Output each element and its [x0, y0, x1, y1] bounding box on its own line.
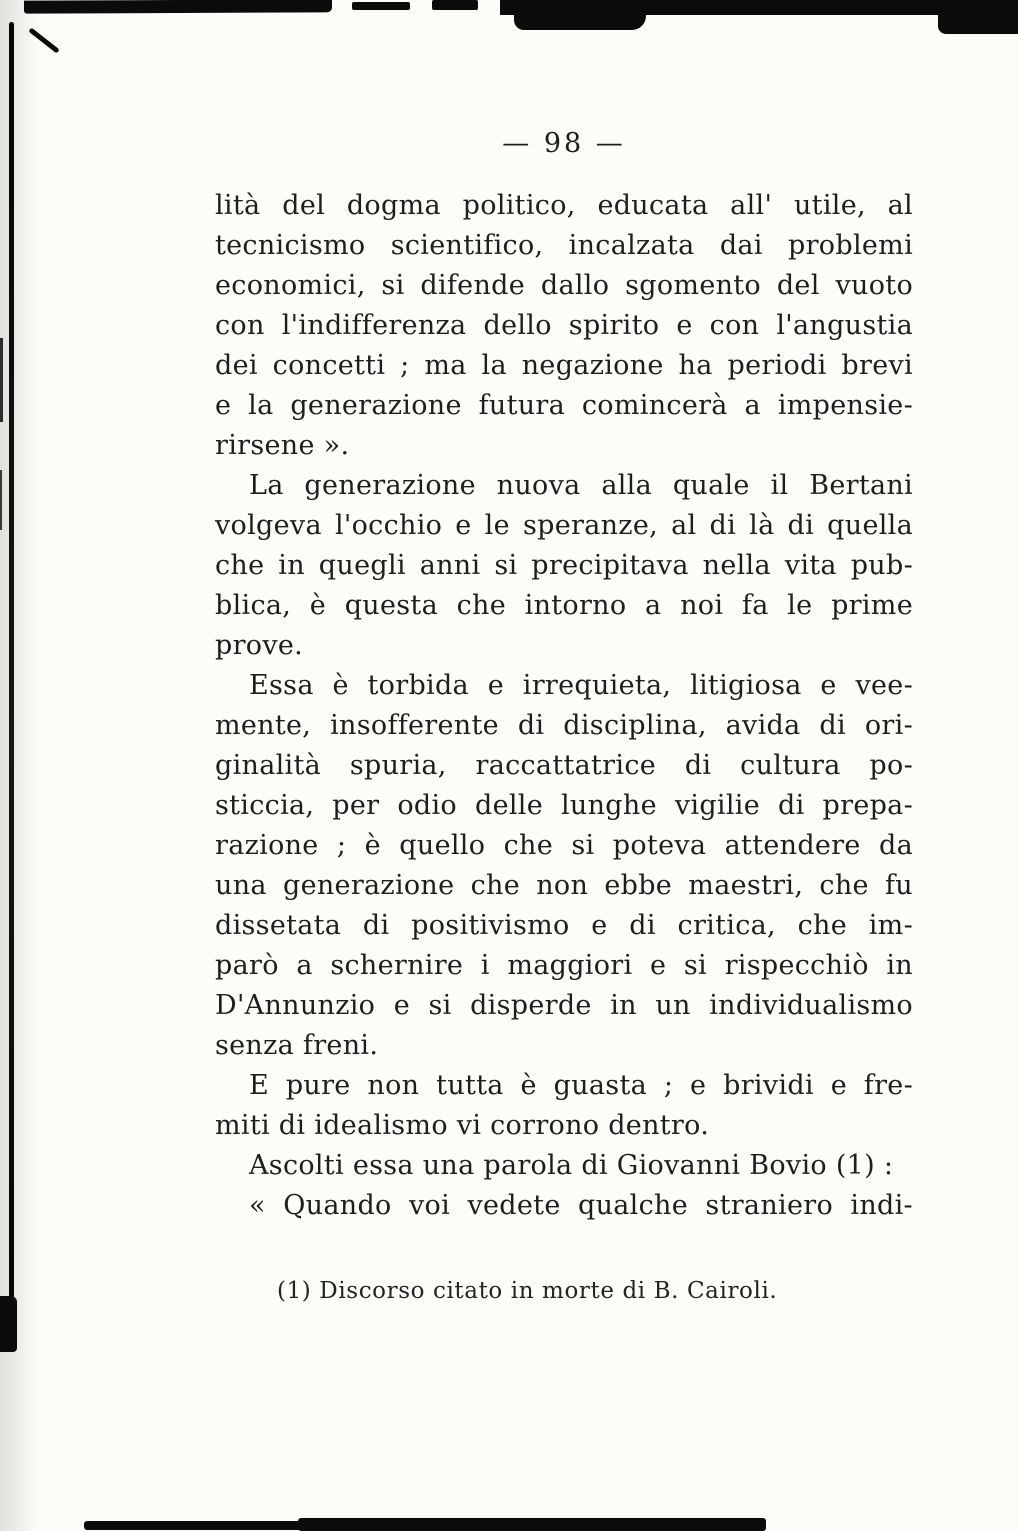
text-line: La generazione nuova alla quale il Bertani	[249, 470, 913, 501]
scan-artifact-left-tick	[0, 470, 2, 530]
text-line: Essa è torbida e irrequieta, litigiosa e vee-	[249, 670, 913, 701]
text-line: « Quando voi vedete qualche straniero indi-	[249, 1190, 913, 1221]
text-line: mente, insofferente di disciplina, avida di ori-	[215, 710, 913, 741]
text-line: miti di idealismo vi corrono dentro.	[215, 1110, 710, 1141]
scan-artifact-top-corner	[938, 0, 1018, 34]
text-line: dei concetti ; ma la negazione ha periodi brevi	[215, 350, 913, 381]
footnote: (1) Discorso citato in morte di B. Cairoli.	[277, 1278, 778, 1304]
text-line: che in quegli anni si precipitava nella vita pub-	[215, 550, 913, 581]
text-line: blica, è questa che intorno a noi fa le prime	[215, 590, 913, 621]
text-line: volgeva l'occhio e le speranze, al di là di quella	[215, 510, 913, 541]
scan-artifact-top-dash	[432, 0, 478, 10]
text-line: con l'indifferenza dello spirito e con l'angustia	[215, 310, 913, 341]
text-line: Ascolti essa una parola di Giovanni Bovio (1) :	[249, 1150, 894, 1181]
text-line: lità del dogma politico, educata all' utile, al	[215, 190, 913, 221]
text-block	[215, 186, 913, 1226]
scan-artifact-bottom-left	[0, 1296, 17, 1352]
scan-artifact-bottom-edge	[298, 1518, 766, 1531]
scan-artifact-top-right	[514, 0, 646, 30]
scan-artifact-top-dash	[352, 2, 410, 10]
text-line: e la generazione futura comincerà a impensie-	[215, 390, 913, 421]
paragraph	[215, 1186, 913, 1226]
text-line: parò a schernire i maggiori e si rispecchiò in	[215, 950, 913, 981]
paragraph	[215, 466, 913, 666]
scan-artifact-left-tick	[0, 338, 3, 422]
text-line: tecnicismo scientifico, incalzata dai problemi	[215, 230, 913, 261]
text-line: economici, si difende dallo sgomento del vuoto	[215, 270, 913, 301]
paragraph	[215, 186, 913, 466]
text-line: prove.	[215, 630, 304, 661]
text-line: rirsene ».	[215, 430, 350, 461]
scan-artifact-top-left	[24, 0, 332, 14]
text-line: senza freni.	[215, 1030, 379, 1061]
text-line: razione ; è quello che si poteva attendere da	[215, 830, 913, 861]
text-line: ginalità spuria, raccattatrice di cultura po-	[215, 750, 913, 781]
paragraph	[215, 1146, 913, 1186]
scan-artifact-corner-hook	[28, 27, 59, 53]
text-line: dissetata di positivismo e di critica, che im-	[215, 910, 913, 941]
text-line: E pure non tutta è guasta ; e brividi e fre-	[249, 1070, 913, 1101]
text-line: D'Annunzio e si disperde in un individualismo	[215, 990, 913, 1021]
paragraph	[215, 666, 913, 1066]
paragraph	[215, 1066, 913, 1146]
page-number: — 98 —	[502, 128, 626, 159]
scan-artifact-left-edge	[9, 22, 14, 1338]
text-line: una generazione che non ebbe maestri, che fu	[215, 870, 913, 901]
text-line: sticcia, per odio delle lunghe vigilie di prepa-	[215, 790, 913, 821]
